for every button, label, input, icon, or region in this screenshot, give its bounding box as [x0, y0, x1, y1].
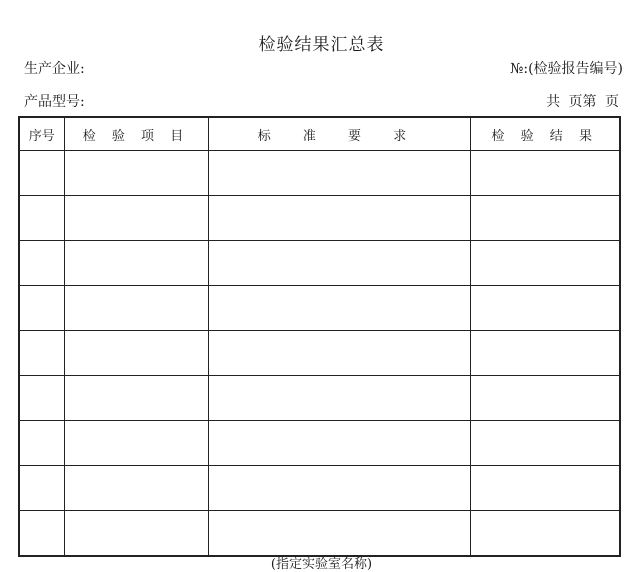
header-result: 检 验 结 果	[470, 117, 620, 151]
cell-result[interactable]	[470, 511, 620, 557]
header-standard: 标 准 要 求	[208, 117, 470, 151]
table-row	[19, 331, 620, 376]
header-seq: 序号	[19, 117, 64, 151]
table-row	[19, 421, 620, 466]
page-end-label: 页	[605, 94, 619, 110]
cell-standard[interactable]	[208, 331, 470, 376]
page-current-label: 页第	[568, 94, 597, 110]
cell-standard[interactable]	[208, 151, 470, 196]
cell-seq[interactable]	[19, 511, 64, 557]
cell-seq[interactable]	[19, 421, 64, 466]
cell-standard[interactable]	[208, 511, 470, 557]
page-total-label: 共	[546, 94, 561, 110]
table-row	[19, 196, 620, 241]
table-row	[19, 151, 620, 196]
page-counter	[546, 91, 619, 111]
cell-standard[interactable]	[208, 196, 470, 241]
cell-item[interactable]	[64, 331, 208, 376]
table-row	[19, 511, 620, 557]
cell-result[interactable]	[470, 241, 620, 286]
results-table	[18, 116, 621, 557]
cell-item[interactable]	[64, 241, 208, 286]
cell-seq[interactable]	[19, 196, 64, 241]
company-label: 生产企业:	[24, 61, 85, 77]
cell-item[interactable]	[64, 466, 208, 511]
cell-standard[interactable]	[208, 241, 470, 286]
product-model-label: 产品型号:	[24, 94, 85, 110]
cell-result[interactable]	[470, 331, 620, 376]
table-header-row	[19, 117, 620, 151]
cell-seq[interactable]	[19, 376, 64, 421]
cell-seq[interactable]	[19, 151, 64, 196]
cell-result[interactable]	[470, 151, 620, 196]
table-row	[19, 241, 620, 286]
cell-item[interactable]	[64, 376, 208, 421]
table-row	[19, 466, 620, 511]
cell-result[interactable]	[470, 196, 620, 241]
cell-item[interactable]	[64, 511, 208, 557]
cell-seq[interactable]	[19, 241, 64, 286]
cell-result[interactable]	[470, 466, 620, 511]
header-item: 检 验 项 目	[64, 117, 208, 151]
cell-item[interactable]	[64, 286, 208, 331]
table-row	[19, 376, 620, 421]
cell-standard[interactable]	[208, 286, 470, 331]
cell-item[interactable]	[64, 151, 208, 196]
cell-result[interactable]	[470, 421, 620, 466]
cell-standard[interactable]	[208, 466, 470, 511]
cell-seq[interactable]	[19, 286, 64, 331]
cell-seq[interactable]	[19, 331, 64, 376]
cell-result[interactable]	[470, 286, 620, 331]
cell-item[interactable]	[64, 196, 208, 241]
table-row	[19, 286, 620, 331]
cell-standard[interactable]	[208, 421, 470, 466]
report-number-label: №:(检验报告编号)	[510, 61, 623, 77]
document-title: 检验结果汇总表	[258, 35, 385, 55]
cell-standard[interactable]	[208, 376, 470, 421]
cell-item[interactable]	[64, 421, 208, 466]
cell-result[interactable]	[470, 376, 620, 421]
cell-seq[interactable]	[19, 466, 64, 511]
lab-name-footer: (指定实验室名称)	[270, 557, 373, 572]
